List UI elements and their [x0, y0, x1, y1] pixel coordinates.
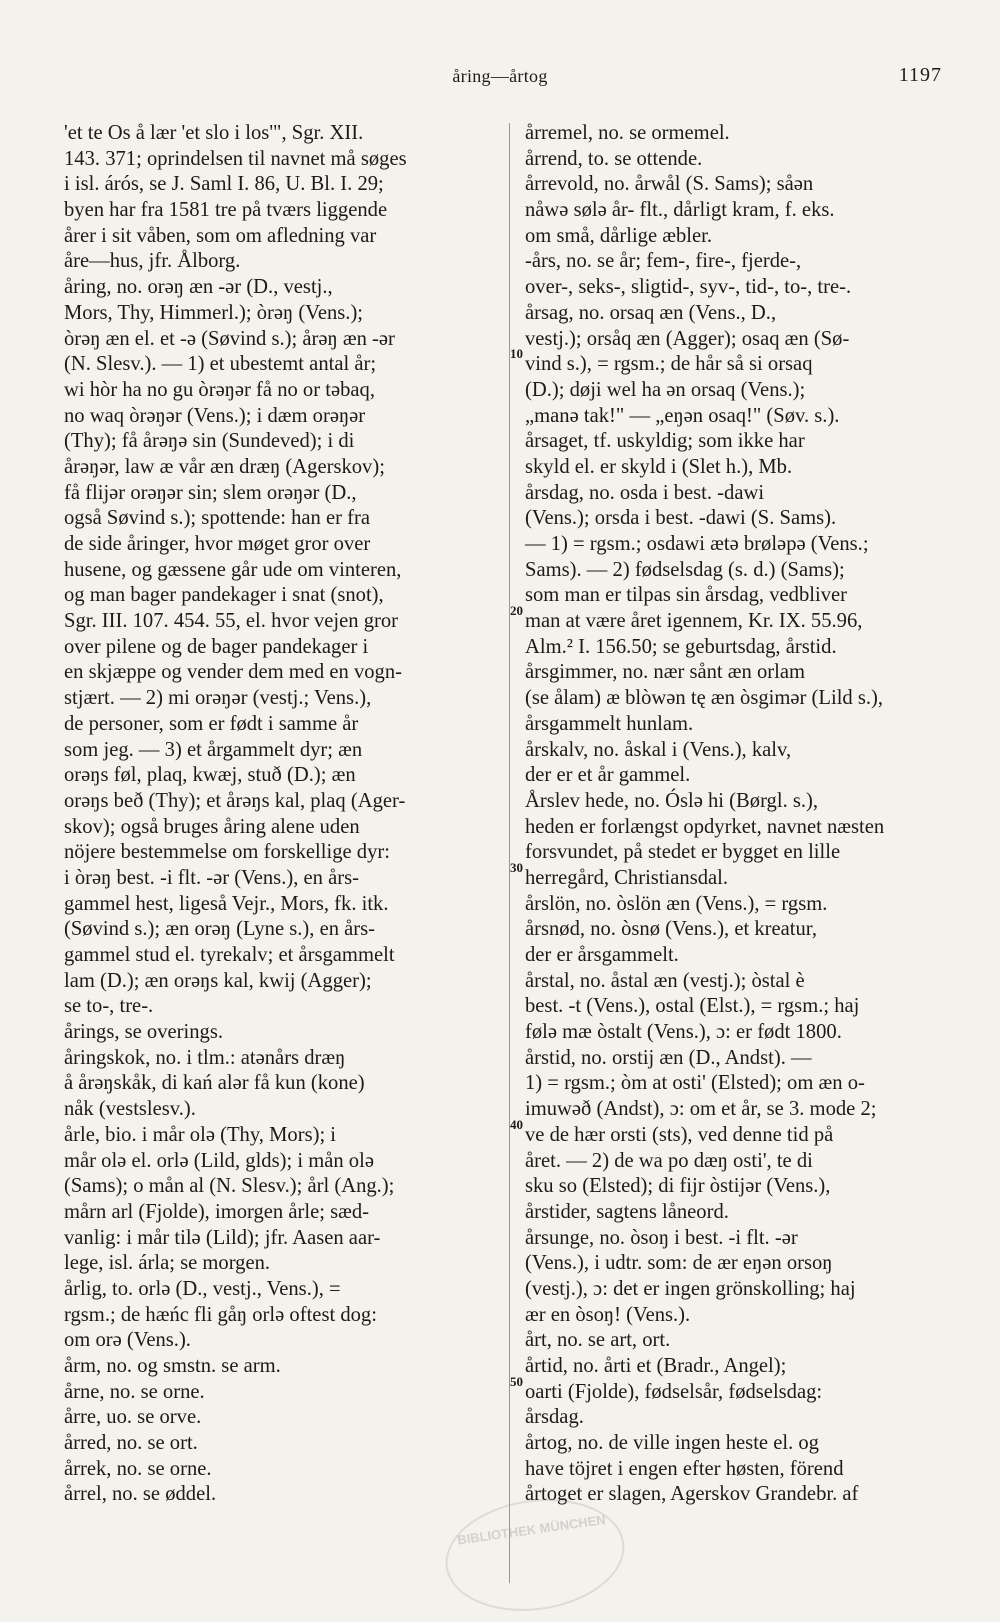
text-line: som man er tilpas sin årsdag, vedbliver [525, 584, 847, 607]
text-line: om små, dårlige æbler. [525, 224, 713, 247]
text-line: forsvundet, på stedet er bygget en lille [525, 841, 841, 864]
text-line: der er årsgammelt. [525, 944, 679, 966]
page-number: 1197 [898, 64, 942, 86]
text-line: der er et år gammel. [525, 764, 691, 787]
text-line: årle, bio. i mår olə (Thy, Mors); i [64, 1123, 337, 1146]
text-line: årsunge, no. òsoŋ i best. -i flt. -ər [525, 1226, 798, 1249]
text-line: årtog, no. de ville ingen heste el. og [525, 1432, 819, 1455]
text-line: (Vens.), i udtr. som: de ær eŋən orsoŋ [525, 1252, 833, 1275]
text-line: gammel stud el. tyrekalv; et årsgammelt [64, 944, 395, 966]
text-line: årsdag. [525, 1406, 584, 1429]
text-line: årrevold, no. årwål (S. Sams); såən [525, 173, 814, 196]
text-line: årlig, to. orlə (D., vestj., Vens.), = [64, 1277, 341, 1300]
text-line: ve de hær orsti (sts), ved denne tid på [525, 1123, 834, 1146]
text-line: årer i sit våben, som om afledning var [64, 224, 377, 247]
text-line: (Vens.); orsda i best. -dawi (S. Sams). [525, 507, 837, 530]
running-head: åring—årtog [452, 66, 548, 86]
text-line: de side åringer, hvor møget gror over [64, 533, 371, 555]
text-line: (Sams); o mån al (N. Slesv.); årl (Ang.); [64, 1175, 395, 1198]
text-line: årre, uo. se orve. [64, 1406, 202, 1429]
text-line: å årəŋskåk, di kań alər få kun (kone) [64, 1072, 365, 1095]
text-line: man at være året igennem, Kr. IX. 55.96, [525, 610, 863, 633]
text-line: have töjret i engen efter høsten, förend [525, 1457, 844, 1480]
text-line: wi hòr ha no gu òrəŋər få no or təbaq, [64, 378, 375, 401]
text-line: årm, no. og smstn. se arm. [64, 1355, 281, 1377]
text-line: åringskok, no. i tlm.: atənårs dræŋ [64, 1046, 346, 1069]
text-line: årtoget er slagen, Agerskov Grandebr. af [525, 1483, 859, 1506]
text-line: (Thy); få årəŋə sin (Sundeved); i di [64, 430, 355, 453]
text-line: -års, no. se år; fem-, fire-, fjerde-, [525, 250, 802, 273]
text-line: og man bager pandekager i snat (snot), [64, 584, 384, 607]
text-line: vanlig: i mår tilə (Lild); jfr. Aasen aar- [64, 1226, 381, 1249]
text-line: årskalv, no. åskal i (Vens.), kalv, [525, 738, 792, 761]
line-number: 40 [510, 1117, 523, 1132]
text-line: årsdag, no. osda i best. -dawi [525, 481, 765, 504]
text-line: over pilene og de bager pandekager i [64, 635, 369, 658]
text-line: de personer, som er født i samme år [64, 712, 359, 735]
text-line: (N. Slesv.). — 1) et ubestemt antal år; [64, 353, 377, 376]
text-line: ær en òsoŋ! (Vens.). [525, 1303, 691, 1326]
text-line: åre—hus, jfr. Ålborg. [64, 250, 241, 273]
text-line: årrel, no. se øddel. [64, 1483, 217, 1506]
text-line: byen har fra 1581 tre på tværs liggende [64, 199, 388, 222]
text-line: se to-, tre-. [64, 995, 154, 1018]
text-line: vind s.), = rgsm.; de hår så si orsaq [525, 353, 813, 376]
text-line: 'et te Os å lær 'et slo i los'", Sgr. XII. [64, 122, 364, 144]
text-line: Alm.² I. 156.50; se geburtsdag, årstid. [525, 635, 837, 658]
text-line: i òrəŋ best. -i flt. -ər (Vens.), en års- [64, 866, 359, 889]
text-line: årsgimmer, no. nær sånt æn orlam [525, 661, 806, 684]
text-line: nöjere bestemmelse om forskellige dyr: [64, 841, 390, 864]
text-line: Sams). — 2) fødselsdag (s. d.) (Sams); [525, 558, 845, 581]
text-line: stjært. — 2) mi orəŋər (vestj.; Vens.), [64, 687, 372, 710]
text-line: årsnød, no. òsnø (Vens.), et kreatur, [525, 918, 817, 941]
text-line: årstider, sagtens låneord. [525, 1200, 729, 1223]
text-line: årəŋər, law æ vår æn dræŋ (Agerskov); [64, 455, 385, 478]
text-line: i isl. árós, se J. Saml I. 86, U. Bl. I. 29; [64, 173, 384, 196]
text-line: herregård, Christiansdal. [525, 866, 729, 889]
text-line: orəŋs beð (Thy); et årəŋs kal, plaq (Ager- [64, 789, 406, 812]
text-line: årred, no. se ort. [64, 1432, 198, 1455]
text-line: lege, isl. árla; se morgen. [64, 1252, 271, 1275]
text-line: åring, no. orəŋ æn -ər (D., vestj., [64, 276, 333, 299]
text-line: årtid, no. årti et (Bradr., Angel); [525, 1355, 787, 1377]
text-line: årsgammelt hunlam. [525, 712, 694, 735]
text-line: årremel, no. se ormemel. [525, 122, 730, 144]
stamp-text: BIBLIOTHEK MÜNCHEN [456, 1511, 607, 1548]
text-line: årstal, no. åstal æn (vestj.); òstal è [525, 969, 805, 992]
line-number: 10 [510, 346, 523, 361]
line-number: 30 [510, 860, 523, 875]
text-line: rgsm.; de hæńc fli gåŋ orlə oftest dog: [64, 1303, 377, 1326]
line-number: 20 [510, 603, 523, 618]
text-line: no waq òrəŋər (Vens.); i dæm orəŋər [64, 404, 366, 427]
text-line: (se ålam) æ blòwən tę æn òsgimər (Lild s.), [525, 687, 884, 710]
text-line: nåwə sølə år- flt., dårligt kram, f. eks. [525, 199, 835, 222]
text-line: — 1) = rgsm.; osdawi ætə brøləpə (Vens.; [525, 533, 869, 555]
text-line: årsaget, tf. uskyldig; som ikke har [525, 430, 805, 453]
text-line: oarti (Fjolde), fødselsår, fødselsdag: [525, 1380, 823, 1403]
text-line: årstid, no. orstij æn (D., Andst). — [525, 1046, 812, 1069]
text-line: orəŋs føl, plaq, kwæj, stuð (D.); æn [64, 764, 356, 787]
text-line: årne, no. se orne. [64, 1380, 205, 1403]
text-line: òrəŋ æn el. et -ə (Søvind s.); årəŋ æn -ər [64, 327, 395, 350]
text-line: imuwəð (Andst), ɔ: om et år, se 3. mode 2; [525, 1098, 877, 1121]
text-line: (vestj.), ɔ: det er ingen grönskolling; haj [525, 1277, 856, 1300]
text-line: få flijər orəŋər sin; slem orəŋər (D., [64, 481, 357, 504]
text-line: nåk (vestslesv.). [64, 1098, 196, 1121]
text-line: over-, seks-, sligtid-, syv-, tid-, to-, tre-. [525, 276, 852, 299]
text-line: mårn arl (Fjolde), imorgen årle; sæd- [64, 1200, 370, 1223]
text-line: årt, no. se art, ort. [525, 1329, 671, 1352]
text-line: årrend, to. se ottende. [525, 147, 703, 170]
text-line: årrek, no. se orne. [64, 1457, 212, 1480]
text-line: sku so (Elsted); di fijr òstijər (Vens.), [525, 1175, 831, 1198]
text-line: skyld el. er skyld i (Slet h.), Mb. [525, 455, 793, 478]
text-line: Mors, Thy, Himmerl.); òrəŋ (Vens.); [64, 301, 364, 324]
line-number: 50 [510, 1374, 523, 1389]
text-line: Sgr. III. 107. 454. 55, el. hvor vejen gror [64, 610, 399, 633]
text-line: vestj.); orsåq æn (Agger); osaq æn (Sø- [525, 327, 850, 350]
text-line: husene, og gæssene går ude om vinteren, [64, 558, 402, 581]
text-line: 143. 371; oprindelsen til navnet må søges [64, 147, 407, 170]
text-line: heden er forlængst opdyrket, navnet næsten [525, 815, 885, 838]
text-line: følə mæ òstalt (Vens.), ɔ: er født 1800. [525, 1021, 842, 1044]
text-line: også Søvind s.); spottende: han er fra [64, 507, 370, 530]
text-line: „manə tak!" — „eŋən osaq!" (Søv. s.). [525, 404, 840, 427]
text-line: best. -t (Vens.), ostal (Elst.), = rgsm.; haj [525, 995, 860, 1018]
right-column [525, 121, 955, 1508]
text-line: lam (D.); æn orəŋs kal, kwij (Agger); [64, 969, 372, 992]
column-divider [509, 123, 510, 1583]
text-line: årsag, no. orsaq æn (Vens., D., [525, 301, 777, 324]
text-line: 1) = rgsm.; òm at osti' (Elsted); om æn o- [525, 1072, 865, 1095]
text-line: gammel hest, ligeså Vejr., Mors, fk. itk. [64, 892, 389, 915]
text-line: mår olə el. orlə (Lild, glds); i mån olə [64, 1149, 374, 1172]
text-line: året. — 2) de wa po dæŋ osti', te di [525, 1149, 813, 1172]
text-line: (Søvind s.); æn orəŋ (Lyne s.), en års- [64, 918, 376, 941]
text-line: årslön, no. òslön æn (Vens.), = rgsm. [525, 892, 828, 915]
text-line: om orə (Vens.). [64, 1329, 191, 1352]
text-line: som jeg. — 3) et årgammelt dyr; æn [64, 738, 363, 761]
left-column [64, 121, 508, 1508]
text-line: årings, se overings. [64, 1021, 223, 1044]
text-line: (D.); døji wel ha ən orsaq (Vens.); [525, 378, 806, 401]
text-line: skov); også bruges åring alene uden [64, 815, 360, 838]
text-line: Årslev hede, no. Óslə hi (Børgl. s.), [525, 789, 819, 812]
text-line: en skjæppe og vender dem med en vogn- [64, 661, 402, 684]
